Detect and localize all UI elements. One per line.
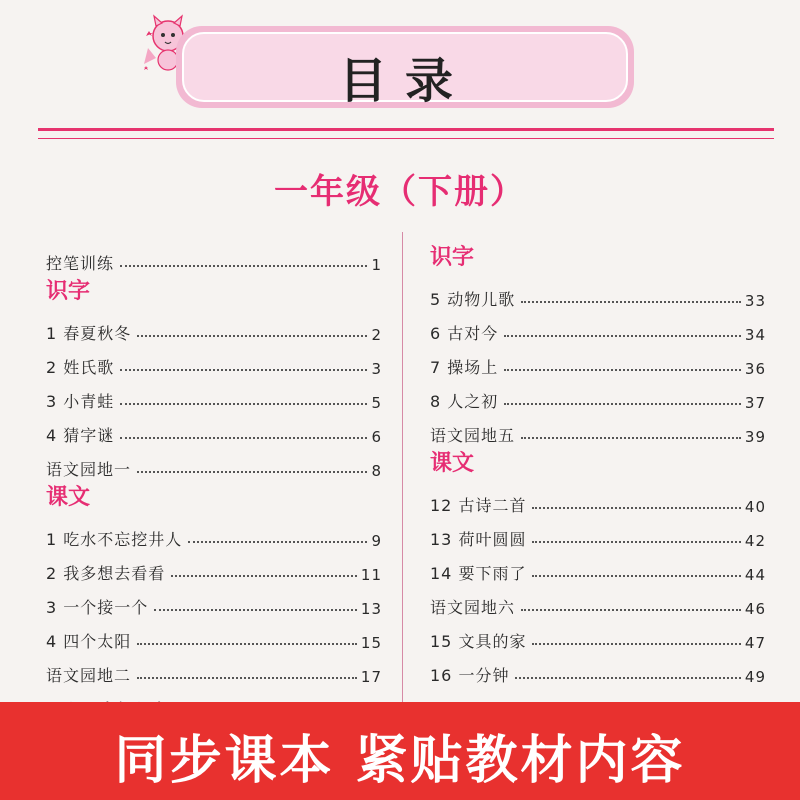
toc-entry[interactable] xyxy=(46,652,382,686)
entry-page: 40 xyxy=(744,498,766,516)
promo-footer xyxy=(0,702,800,800)
leader-dots xyxy=(137,677,357,679)
leader-dots xyxy=(171,575,357,577)
entry-title: 13 荷叶圆圆 xyxy=(430,530,527,549)
entry-list xyxy=(46,310,382,480)
footer-slogan: 同步课本 紧贴教材内容 xyxy=(114,731,686,791)
leader-dots xyxy=(532,575,740,577)
leader-dots xyxy=(521,437,741,439)
entry-list xyxy=(430,482,766,686)
toc-entry[interactable] xyxy=(46,378,382,412)
entry-page: 49 xyxy=(744,668,766,686)
section-heading: 识字 xyxy=(46,279,91,304)
toc-entry[interactable] xyxy=(46,446,382,480)
leader-dots xyxy=(532,643,740,645)
entry-title: 12 古诗二首 xyxy=(430,496,527,515)
toc-entry[interactable] xyxy=(46,584,382,618)
entry-page: 39 xyxy=(744,428,766,446)
right-column xyxy=(430,240,766,686)
toc-entry[interactable] xyxy=(430,652,766,686)
entry-page: 5 xyxy=(371,394,382,412)
leader-dots xyxy=(504,369,741,371)
entry-page: 37 xyxy=(744,394,766,412)
column-divider xyxy=(402,232,403,702)
entry-page: 46 xyxy=(744,600,766,618)
toc-entry[interactable] xyxy=(46,618,382,652)
entry-page: 15 xyxy=(360,634,382,652)
leader-dots xyxy=(504,335,741,337)
entry-page: 3 xyxy=(371,360,382,378)
toc-entry[interactable] xyxy=(46,344,382,378)
leader-dots xyxy=(188,541,367,543)
title-banner xyxy=(176,26,634,108)
entry-title: 4 猜字谜 xyxy=(46,426,115,445)
leader-dots xyxy=(521,301,741,303)
entry-title: 语文园地五 xyxy=(430,426,516,445)
leader-dots xyxy=(521,609,741,611)
toc-entry[interactable] xyxy=(46,516,382,550)
leader-dots xyxy=(120,403,367,405)
leader-dots xyxy=(120,437,367,439)
toc-entry[interactable] xyxy=(430,378,766,412)
entry-title: 7 操场上 xyxy=(430,358,499,377)
entry-page: 13 xyxy=(360,600,382,618)
entry-title: 3 一个接一个 xyxy=(46,598,149,617)
entry-page: 34 xyxy=(744,326,766,344)
entry-title: 8 人之初 xyxy=(430,392,499,411)
leader-dots xyxy=(137,335,367,337)
toc-entry[interactable] xyxy=(430,310,766,344)
entry-page: 42 xyxy=(744,532,766,550)
toc-entry[interactable] xyxy=(46,550,382,584)
entry-page: 11 xyxy=(360,566,382,584)
entry-title: 1 吃水不忘挖井人 xyxy=(46,530,183,549)
toc-entry[interactable] xyxy=(46,412,382,446)
entry-page: 44 xyxy=(744,566,766,584)
entry-page: 17 xyxy=(360,668,382,686)
grade-title: 一年级（下册） xyxy=(274,172,526,212)
toc-entry[interactable] xyxy=(430,344,766,378)
section-heading: 课文 xyxy=(430,451,475,476)
entry-title: 1 春夏秋冬 xyxy=(46,324,132,343)
toc-entry[interactable] xyxy=(430,276,766,310)
entry-title: 控笔训练 xyxy=(46,254,115,273)
leader-dots xyxy=(120,369,367,371)
leader-dots xyxy=(137,471,367,473)
entry-page: 1 xyxy=(371,256,382,274)
toc-entry[interactable] xyxy=(430,618,766,652)
leader-dots xyxy=(120,265,367,267)
entry-page: 47 xyxy=(744,634,766,652)
section-heading: 课文 xyxy=(46,485,91,510)
entry-title: 4 四个太阳 xyxy=(46,632,132,651)
page-title: 目录 xyxy=(338,53,471,109)
entry-page: 9 xyxy=(371,532,382,550)
leader-dots xyxy=(154,609,357,611)
toc-entry[interactable] xyxy=(46,240,382,274)
entry-list xyxy=(430,276,766,446)
leader-dots xyxy=(515,677,740,679)
entry-page: 33 xyxy=(744,292,766,310)
entry-title: 5 动物儿歌 xyxy=(430,290,516,309)
entry-title: 16 一分钟 xyxy=(430,666,510,685)
toc-entry[interactable] xyxy=(430,482,766,516)
entry-title: 2 我多想去看看 xyxy=(46,564,166,583)
toc-entry[interactable] xyxy=(46,310,382,344)
leader-dots xyxy=(532,507,740,509)
entry-title: 14 要下雨了 xyxy=(430,564,527,583)
entry-page: 8 xyxy=(371,462,382,480)
entry-page: 6 xyxy=(371,428,382,446)
entry-title: 3 小青蛙 xyxy=(46,392,115,411)
toc-entry[interactable] xyxy=(430,550,766,584)
entry-list xyxy=(46,516,382,720)
toc-entry[interactable] xyxy=(430,584,766,618)
entry-title: 15 文具的家 xyxy=(430,632,527,651)
divider xyxy=(38,128,774,131)
entry-title: 语文园地一 xyxy=(46,460,132,479)
toc-entry[interactable] xyxy=(430,412,766,446)
entry-page: 2 xyxy=(371,326,382,344)
divider xyxy=(38,138,774,139)
leader-dots xyxy=(532,541,740,543)
entry-title: 语文园地二 xyxy=(46,666,132,685)
section-heading: 识字 xyxy=(430,245,475,270)
entry-page: 36 xyxy=(744,360,766,378)
entry-title: 6 古对今 xyxy=(430,324,499,343)
entry-title: 2 姓氏歌 xyxy=(46,358,115,377)
left-column xyxy=(46,240,382,720)
toc-entry[interactable] xyxy=(430,516,766,550)
leader-dots xyxy=(137,643,357,645)
entry-title: 语文园地六 xyxy=(430,598,516,617)
leader-dots xyxy=(504,403,741,405)
